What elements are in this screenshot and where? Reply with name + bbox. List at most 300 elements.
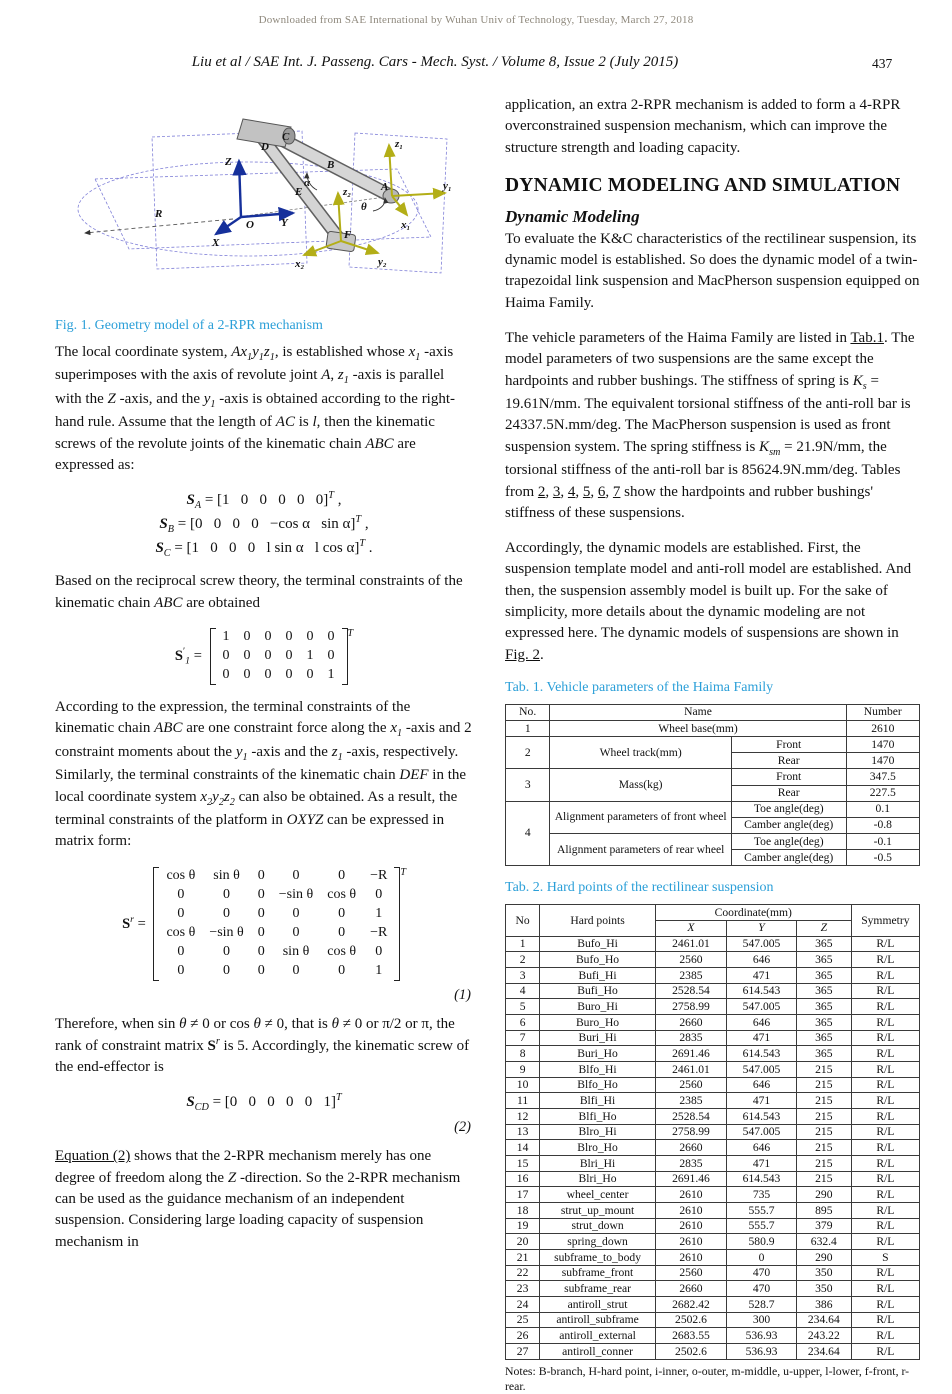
t2-cell-symmetry: R/L <box>851 1077 919 1093</box>
table-row <box>506 1140 920 1156</box>
t2-cell-z: 365 <box>796 1046 851 1062</box>
left-column <box>55 95 473 1394</box>
label-D: D <box>261 141 269 153</box>
matrix-row <box>216 628 342 647</box>
table-row <box>506 1297 920 1313</box>
text-segment: ≠ 0, that is <box>260 1015 332 1032</box>
t2-cell-z: 234.64 <box>796 1344 851 1360</box>
table-2-hard-points <box>505 904 920 1359</box>
paragraph <box>55 1146 473 1252</box>
text-segment: -axis and the <box>247 743 332 760</box>
table-row <box>506 1124 920 1140</box>
paragraph <box>55 697 473 853</box>
text-segment: A <box>321 367 331 384</box>
text-segment: , <box>545 483 553 500</box>
label-E: E <box>295 186 303 198</box>
matrix-cell: sin θ <box>213 868 240 884</box>
t2-cell-z: 215 <box>796 1093 851 1109</box>
section-heading: DYNAMIC MODELING AND SIMULATION <box>505 174 901 196</box>
text-segment: . <box>365 540 373 557</box>
t2-cell-x: 2610 <box>655 1250 726 1266</box>
text-segment: S <box>186 1094 195 1111</box>
t2-cell-symmetry: R/L <box>851 1187 919 1203</box>
t2-cell-no: 26 <box>506 1328 540 1344</box>
table-row <box>506 834 920 850</box>
t2-cell-y: 580.9 <box>727 1234 797 1250</box>
paragraph <box>55 571 473 614</box>
text-segment: ABC <box>365 435 394 452</box>
t2-cell-hardpoint: Bufi_Hi <box>540 968 656 984</box>
text-segment: are one constraint force along the <box>182 720 391 737</box>
matrix-cell: −R <box>370 868 388 884</box>
label-B: B <box>327 159 335 171</box>
table-row <box>506 801 920 817</box>
t2-cell-x: 2610 <box>655 1218 726 1234</box>
label-y1: y₁ <box>443 180 452 192</box>
t2-cell-x: 2560 <box>655 952 726 968</box>
t2-cell-symmetry: R/L <box>851 936 919 952</box>
t1-header-name: Name <box>550 704 846 720</box>
matrix-cell: 0 <box>292 925 300 941</box>
table-row <box>506 1281 920 1297</box>
matrix-row <box>159 962 394 981</box>
t2-cell-y: 0 <box>727 1250 797 1266</box>
ref-link[interactable]: 1 <box>337 751 343 763</box>
matrix-cell: 0 <box>264 648 272 664</box>
matrix-cell: 0 <box>327 648 335 664</box>
text-segment: z <box>263 344 270 360</box>
label-y2: y₂ <box>378 256 387 268</box>
text-segment: S <box>186 492 195 509</box>
t2-header-y: Y <box>727 920 797 936</box>
t2-cell-hardpoint: Blri_Ho <box>540 1171 656 1187</box>
ref-link[interactable]: 1 <box>210 398 216 410</box>
ref-link[interactable]: A <box>194 500 202 512</box>
ref-link[interactable]: sm <box>769 446 781 458</box>
text-segment: z <box>337 367 344 384</box>
t2-cell-x: 2835 <box>655 1030 726 1046</box>
table-row <box>506 721 920 737</box>
text-segment: show the hardpoints and rubber bushings' stiffness of these suspensions. <box>505 483 874 521</box>
text-segment: ABC <box>154 720 183 737</box>
text-segment: = 21.9N/mm, the torsional stiffness of the anti-roll bar is 85624.9N.mm/deg. Tables from <box>505 438 901 500</box>
ref-link[interactable]: 1 <box>343 375 349 387</box>
t2-cell-y: 471 <box>727 1093 797 1109</box>
t2-cell-x: 2560 <box>655 1265 726 1281</box>
t1-cell: 1470 <box>846 753 919 769</box>
text-segment: are expressed as: <box>55 435 416 474</box>
text-segment: y <box>252 344 259 360</box>
t2-cell-symmetry: R/L <box>851 1109 919 1125</box>
t2-cell-symmetry: R/L <box>851 1218 919 1234</box>
matrix-cell: 0 <box>264 667 272 683</box>
ref-link[interactable]: T <box>359 538 366 550</box>
ref-link[interactable]: CD <box>194 1102 209 1114</box>
t2-cell-no: 4 <box>506 983 540 999</box>
text-segment: -axis is obtained according to the right-hand rule. Assume that the length of <box>55 390 456 431</box>
t1-cell: -0.5 <box>846 850 919 866</box>
t2-cell-x: 2502.6 <box>655 1344 726 1360</box>
table-row <box>506 1265 920 1281</box>
t2-cell-no: 22 <box>506 1265 540 1281</box>
t2-cell-hardpoint: Blri_Hi <box>540 1156 656 1172</box>
ref-link[interactable]: 1 <box>258 352 264 363</box>
text-segment: ABC <box>154 594 183 611</box>
text-segment: , <box>605 483 613 500</box>
t2-cell-no: 19 <box>506 1218 540 1234</box>
text-segment: The local coordinate system, <box>55 344 232 360</box>
t2-header-no: No <box>506 905 540 936</box>
t2-cell-hardpoint: Blfi_Ho <box>540 1109 656 1125</box>
t2-cell-x: 2758.99 <box>655 1124 726 1140</box>
text-segment: x <box>408 344 416 360</box>
label-F: F <box>344 229 352 241</box>
text-segment: = <box>134 915 150 932</box>
label-O: O <box>246 219 254 231</box>
t2-cell-symmetry: R/L <box>851 1156 919 1172</box>
t2-cell-z: 379 <box>796 1218 851 1234</box>
t2-cell-symmetry: R/L <box>851 968 919 984</box>
ref-link[interactable]: 1 <box>269 352 275 363</box>
text-segment: = 19.61N/mm. The equivalent torsional stiffness of the anti-roll bar is 24337.5N.mm/deg. The MacPherson suspension is used as front suspension system. The spring stiffness is <box>505 372 911 455</box>
label-x2: x₂ <box>295 258 305 270</box>
t2-cell-symmetry: R/L <box>851 1062 919 1078</box>
ref-link[interactable]: 5 <box>582 483 591 500</box>
matrix-row <box>159 905 394 924</box>
ref-link[interactable]: Tab.1 <box>850 330 884 347</box>
t2-cell-hardpoint: Blro_Hi <box>540 1124 656 1140</box>
t2-cell-symmetry: R/L <box>851 1265 919 1281</box>
matrix-row <box>159 867 394 886</box>
t2-cell-z: 365 <box>796 1030 851 1046</box>
text-segment: -axis superimposes with the axis of revolute joint <box>55 344 454 384</box>
text-segment: = [1 0 0 0 0 0] <box>201 492 329 509</box>
t2-cell-no: 11 <box>506 1093 540 1109</box>
table-row <box>506 1093 920 1109</box>
ref-link[interactable]: 7 <box>612 483 621 500</box>
t1-cell: Alignment parameters of rear wheel <box>550 834 731 866</box>
running-head: Liu et al / SAE Int. J. Passeng. Cars - Mech. Syst. / Volume 8, Issue 2 (July 2015) <box>191 54 679 70</box>
matrix-row <box>216 647 342 666</box>
t2-cell-no: 2 <box>506 952 540 968</box>
t2-cell-x: 2691.46 <box>655 1171 726 1187</box>
matrix-cell: 1 <box>375 906 383 922</box>
text-segment: -axis is parallel with the <box>55 367 445 407</box>
t2-cell-y: 470 <box>727 1265 797 1281</box>
radius-arrow <box>85 219 233 233</box>
text-segment: Z <box>107 390 116 407</box>
ref-link[interactable]: ′ <box>183 646 186 658</box>
t2-cell-z: 290 <box>796 1250 851 1266</box>
text-segment: To evaluate the K&C characteristics of the rectilinear suspension, its dynamic model is established. So does the dynamic model of a twin-trapezoidal link suspension and MacPherson suspension equipped on Haima Family. <box>505 230 920 311</box>
table-row <box>506 1171 920 1187</box>
matrix-s1 <box>55 628 473 685</box>
text-segment: , <box>560 483 568 500</box>
ref-link[interactable]: T <box>355 514 362 526</box>
t2-cell-no: 20 <box>506 1234 540 1250</box>
matrix-cell: 0 <box>338 925 346 941</box>
t1-header-number: Number <box>846 704 919 720</box>
t2-cell-symmetry: R/L <box>851 1030 919 1046</box>
t2-cell-hardpoint: Blfo_Hi <box>540 1062 656 1078</box>
download-notice: Downloaded from SAE International by Wuhan Univ of Technology, Tuesday, March 27, 2018 <box>258 14 694 26</box>
t2-cell-x: 2682.42 <box>655 1297 726 1313</box>
ref-link[interactable]: 2 <box>229 796 235 808</box>
t1-header-no: No. <box>506 704 550 720</box>
text-segment: . The model parameters of two suspensions are the same except the hardpoints and rubber bushings. The stiffness of spring is <box>505 330 915 389</box>
ref-link[interactable]: Equation (2) <box>55 1148 131 1165</box>
text-segment: = [0 0 0 0 0 1] <box>208 1094 337 1111</box>
t2-cell-z: 386 <box>796 1297 851 1313</box>
t2-header-x: X <box>655 920 726 936</box>
transpose-superscript: T <box>347 627 354 639</box>
text-segment: Based on the reciprocal screw theory, the terminal constraints of the kinematic chain <box>55 573 463 611</box>
matrix-cell: 0 <box>292 906 300 922</box>
t2-cell-hardpoint: strut_up_mount <box>540 1203 656 1219</box>
text-segment: , <box>330 367 338 384</box>
ref-link[interactable]: T <box>336 1092 342 1104</box>
matrix-cell: −sin θ <box>209 925 244 941</box>
table-row <box>506 769 920 785</box>
matrix-cell: 0 <box>177 906 185 922</box>
ref-link[interactable]: B <box>167 524 174 536</box>
text-segment: Accordingly, the dynamic models are established. First, the suspension template model and anti-roll model are established. And then, the suspension assembly model is built up. For the sake of simplicity, more details about the dynamic modeling are not expressed here. The dynamic models of suspensions are shown in <box>505 540 912 642</box>
text-segment: is <box>294 414 313 431</box>
t2-cell-x: 2461.01 <box>655 936 726 952</box>
text-segment: application, an extra 2-RPR mechanism is added to form a 4-RPR overconstrained suspension mechanism, which can improve the structure strength and loading capacity. <box>505 97 901 156</box>
page-number: 437 <box>872 56 893 71</box>
t1-cell: Wheel track(mm) <box>550 737 731 769</box>
t2-cell-hardpoint: strut_down <box>540 1218 656 1234</box>
matrix-cell: 0 <box>338 868 346 884</box>
subsection-heading: Dynamic Modeling <box>505 206 640 226</box>
table-row <box>506 1187 920 1203</box>
equation-sb <box>55 514 473 535</box>
equation-sc <box>55 538 473 559</box>
text-segment: S <box>155 540 164 557</box>
t2-cell-z: 215 <box>796 1077 851 1093</box>
t2-cell-z: 215 <box>796 1109 851 1125</box>
t2-cell-z: 215 <box>796 1140 851 1156</box>
t2-cell-hardpoint: subframe_rear <box>540 1281 656 1297</box>
matrix-cell: 0 <box>223 887 231 903</box>
paragraph <box>55 1014 473 1079</box>
t2-cell-z: 290 <box>796 1187 851 1203</box>
ref-link[interactable]: 1 <box>396 728 403 740</box>
t2-cell-x: 2610 <box>655 1203 726 1219</box>
ref-link[interactable]: r <box>130 914 135 926</box>
t1-cell: Toe angle(deg) <box>731 834 846 850</box>
t2-cell-y: 646 <box>727 952 797 968</box>
t2-cell-y: 547.005 <box>727 1062 797 1078</box>
ref-link[interactable]: 1 <box>185 655 191 667</box>
matrix-cell: 0 <box>292 868 300 884</box>
matrix-cell: 0 <box>375 887 383 903</box>
t2-cell-no: 9 <box>506 1062 540 1078</box>
matrix-cell: 0 <box>338 963 346 979</box>
text-segment: S <box>207 1037 216 1054</box>
text-segment: shows that the 2-RPR mechanism merely has one degree of freedom along the <box>55 1148 432 1186</box>
t2-cell-no: 16 <box>506 1171 540 1187</box>
matrix-cell: 0 <box>285 648 293 664</box>
text-segment: K <box>852 372 863 389</box>
text-segment: , <box>333 492 342 509</box>
t2-cell-y: 300 <box>727 1312 797 1328</box>
matrix-cell: 0 <box>243 629 251 645</box>
t2-cell-y: 470 <box>727 1281 797 1297</box>
tab1-caption: Tab. 1. Vehicle parameters of the Haima Family <box>505 679 774 695</box>
t2-cell-y: 471 <box>727 1030 797 1046</box>
matrix-cell: 0 <box>177 944 185 960</box>
ref-link[interactable]: 3 <box>552 483 561 500</box>
matrix-cell: cos θ <box>166 868 196 884</box>
ref-link[interactable]: 4 <box>567 483 576 500</box>
label-C: C <box>282 131 290 143</box>
table-row <box>506 737 920 753</box>
matrix-s1-label <box>175 646 206 667</box>
text-segment: are obtained <box>182 594 260 611</box>
ref-link[interactable]: 1 <box>247 352 253 363</box>
ref-link[interactable]: s <box>862 380 867 392</box>
t2-cell-z: 350 <box>796 1281 851 1297</box>
t2-cell-symmetry: R/L <box>851 999 919 1015</box>
t2-cell-no: 10 <box>506 1077 540 1093</box>
ref-link[interactable]: 6 <box>597 483 606 500</box>
t2-cell-hardpoint: Buro_Ho <box>540 1015 656 1031</box>
t2-cell-y: 547.005 <box>727 1124 797 1140</box>
t2-cell-symmetry: S <box>851 1250 919 1266</box>
right-column <box>505 95 920 1394</box>
text-segment: Therefore, when sin <box>55 1015 180 1032</box>
t2-cell-hardpoint: subframe_to_body <box>540 1250 656 1266</box>
ref-link[interactable]: 2 <box>207 796 213 808</box>
ref-link[interactable]: Fig. 2 <box>505 646 541 663</box>
t2-cell-hardpoint: Bufo_Ho <box>540 952 656 968</box>
text-segment: x <box>200 788 208 805</box>
t2-cell-hardpoint: Blro_Ho <box>540 1140 656 1156</box>
equation-number-2: (2) <box>454 1119 471 1136</box>
text-segment: , is established whose <box>274 344 409 360</box>
text-segment: , <box>361 516 369 533</box>
text-segment: -axis, respectively. Similarly, the terminal constraints of the kinematic chain <box>55 743 459 784</box>
text-segment: x <box>390 720 397 737</box>
t2-cell-no: 23 <box>506 1281 540 1297</box>
matrix-cell: sin θ <box>282 944 310 960</box>
text-segment: Z <box>227 1169 237 1186</box>
t2-cell-hardpoint: Bufo_Hi <box>540 936 656 952</box>
paragraph <box>505 95 920 159</box>
t2-cell-hardpoint: spring_down <box>540 1234 656 1250</box>
t2-cell-symmetry: R/L <box>851 1328 919 1344</box>
text-segment: -axis, and the <box>115 390 204 407</box>
t2-cell-y: 536.93 <box>727 1328 797 1344</box>
ref-link[interactable]: 2 <box>537 483 546 500</box>
label-z1: z₁ <box>395 138 404 150</box>
t2-cell-no: 8 <box>506 1046 540 1062</box>
t2-cell-x: 2560 <box>655 1077 726 1093</box>
t2-cell-z: 365 <box>796 983 851 999</box>
table-1-vehicle-parameters <box>505 704 920 866</box>
ref-link[interactable]: 2 <box>218 796 224 808</box>
text-segment: = <box>190 647 206 664</box>
t2-cell-no: 25 <box>506 1312 540 1328</box>
ref-link[interactable]: C <box>163 548 171 560</box>
t2-cell-no: 7 <box>506 1030 540 1046</box>
matrix-cell: cos θ <box>166 925 196 941</box>
t2-cell-no: 17 <box>506 1187 540 1203</box>
ref-link[interactable]: r <box>215 1035 220 1047</box>
t1-cell: Rear <box>731 785 846 801</box>
page-content <box>55 95 920 1394</box>
t2-cell-y: 646 <box>727 1077 797 1093</box>
text-segment: . <box>540 646 544 663</box>
t2-cell-hardpoint: subframe_front <box>540 1265 656 1281</box>
text-segment: θ <box>253 1015 261 1032</box>
matrix-cell: 0 <box>223 963 231 979</box>
paragraph <box>505 328 920 524</box>
t2-cell-y: 614.543 <box>727 983 797 999</box>
matrix-cell: 0 <box>222 667 230 683</box>
t2-cell-symmetry: R/L <box>851 1093 919 1109</box>
text-segment: z <box>331 743 338 760</box>
t2-cell-no: 15 <box>506 1156 540 1172</box>
t1-cell: Rear <box>731 753 846 769</box>
equation-group-screws <box>55 490 473 559</box>
ref-link[interactable]: T <box>328 490 334 502</box>
text-segment: -axis and 2 constraint moments about the <box>55 720 472 760</box>
table-row <box>506 1328 920 1344</box>
table-row <box>506 952 920 968</box>
t2-cell-x: 2528.54 <box>655 983 726 999</box>
ref-link[interactable]: 1 <box>415 352 421 363</box>
t2-cell-hardpoint: antiroll_strut <box>540 1297 656 1313</box>
t2-cell-x: 2660 <box>655 1140 726 1156</box>
t2-cell-symmetry: R/L <box>851 1015 919 1031</box>
t2-cell-x: 2610 <box>655 1234 726 1250</box>
matrix-cell: 0 <box>257 925 265 941</box>
figure-1 <box>55 95 455 334</box>
t2-cell-symmetry: R/L <box>851 952 919 968</box>
paragraph <box>505 538 920 666</box>
table-row <box>506 1077 920 1093</box>
matrix-cell: 0 <box>285 629 293 645</box>
t2-cell-x: 2660 <box>655 1015 726 1031</box>
table-row <box>506 983 920 999</box>
ref-link[interactable]: 1 <box>242 751 248 763</box>
t2-cell-no: 21 <box>506 1250 540 1266</box>
table-row <box>506 1030 920 1046</box>
table-row <box>506 936 920 952</box>
text-segment: y <box>235 743 243 760</box>
text-segment: y <box>203 390 211 407</box>
t2-cell-symmetry: R/L <box>851 1297 919 1313</box>
table-row <box>506 704 920 720</box>
t1-cell: 1470 <box>846 737 919 753</box>
t2-cell-y: 614.543 <box>727 1171 797 1187</box>
t2-cell-hardpoint: antiroll_external <box>540 1328 656 1344</box>
label-R: R <box>155 208 163 220</box>
t2-cell-hardpoint: Blfo_Ho <box>540 1077 656 1093</box>
matrix-cell: 0 <box>257 944 265 960</box>
t2-cell-symmetry: R/L <box>851 983 919 999</box>
matrix-cell: 0 <box>292 963 300 979</box>
t1-cell: Front <box>731 737 846 753</box>
t2-header-coordinate: Coordinate(mm) <box>655 905 851 921</box>
matrix-cell: 0 <box>177 887 185 903</box>
table-notes: Notes: B-branch, H-hard point, i-inner, o-outer, m-middle, u-upper, l-lower, f-front, r-rear. <box>505 1363 910 1393</box>
table-row <box>506 1344 920 1360</box>
t1-cell: 347.5 <box>846 769 919 785</box>
